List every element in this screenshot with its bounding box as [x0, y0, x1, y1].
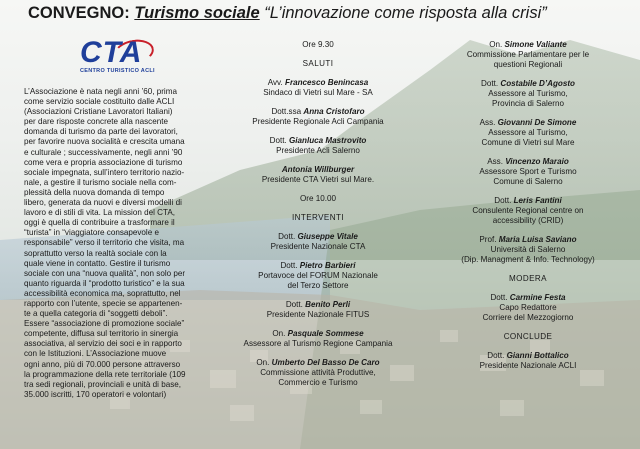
speaker-name-line	[428, 293, 628, 303]
speaker-entry	[428, 351, 628, 371]
speaker-name-line	[218, 329, 418, 339]
speaker-title: Ass.	[487, 157, 506, 166]
speaker-title: Dott.	[280, 261, 300, 270]
speaker-name: Francesco Benincasa	[285, 78, 369, 87]
speaker-name: Leris Fantini	[513, 196, 562, 205]
description-line: nale, a gestire il turismo sociale nella com-	[24, 177, 177, 187]
speaker-name-line	[218, 300, 418, 310]
speaker-name: Carmine Festa	[509, 293, 566, 302]
speaker-entry	[428, 196, 628, 226]
speaker-role: Consulente Regional centre on	[472, 206, 584, 215]
speaker-role: accessibility (CRID)	[492, 216, 564, 225]
speaker-name: Pasquale Sommese	[287, 329, 364, 338]
description-line: “turista” in “viaggiatore consapevole e	[24, 228, 159, 238]
program-column-middle	[218, 40, 418, 397]
speaker-name: Simone Valiante	[504, 40, 567, 49]
time-text: Ore 9.30	[302, 40, 334, 49]
title-convegno: CONVEGNO:	[28, 4, 135, 22]
speaker-title: Dott.	[494, 196, 514, 205]
speaker-entry	[218, 329, 418, 349]
description-line: plessità della nuova domanda di tempo	[24, 187, 165, 197]
speaker-role: Sindaco di Vietri sul Mare - SA	[263, 88, 373, 97]
description-line: tra sedi regionali, provinciali e unità di base,	[24, 379, 182, 389]
speaker-name-line	[218, 261, 418, 271]
speaker-title: Dott.	[269, 136, 289, 145]
logo-text: CTA	[80, 36, 143, 69]
speaker-entry	[218, 107, 418, 127]
section-heading: CONCLUDE	[503, 332, 553, 341]
section-heading: INTERVENTI	[292, 213, 344, 222]
speaker-name-line	[428, 157, 628, 167]
description-line: domanda di turismo da parte dei lavoratori,	[24, 127, 178, 137]
speaker-title: Dott.	[490, 293, 510, 302]
description-line: competente, diffusa sul territorio in sinergia	[24, 329, 179, 339]
description-line: te a quella categoria di “soggetti deboli”.	[24, 309, 168, 319]
title-subtitle: “L’innovazione come risposta alla crisi”	[259, 4, 547, 22]
speaker-name-line	[218, 358, 418, 368]
description-line: ogni anno, più di 70.000 persone attraverso	[24, 359, 181, 369]
speaker-role: Assessore al Turismo,	[488, 128, 568, 137]
description-line: quanto riguarda il “prodotto turistico” e la sua	[24, 278, 185, 288]
description-line: rapporto con l’utente, specie se appartenen-	[24, 298, 183, 308]
speaker-role: Presidente Nazionale FITUS	[266, 310, 370, 319]
speaker-role: Presidente CTA Vietri sul Mare.	[261, 175, 375, 184]
speaker-role: Capo Redattore	[499, 303, 557, 312]
speaker-role: Presidente Acli Salerno	[276, 146, 360, 155]
speaker-entry	[428, 235, 628, 265]
speaker-title: Avv.	[267, 78, 285, 87]
description-line: L’Associazione è nata negli anni ’60, prima	[24, 87, 177, 96]
speaker-title: Prof.	[479, 235, 499, 244]
speaker-title: Ass.	[479, 118, 498, 127]
speaker-entry	[218, 261, 418, 291]
speaker-entry	[218, 165, 418, 185]
speaker-name-line	[218, 107, 418, 117]
section-heading: MODERA	[509, 274, 547, 283]
description-line: la programmazione della rete territoriale (109	[24, 369, 186, 379]
speaker-title: On.	[489, 40, 505, 49]
speaker-role: Università di Salerno	[490, 245, 566, 254]
speaker-name-line	[428, 351, 628, 361]
speaker-name: Gianluca Mastrovito	[288, 136, 367, 145]
description-line: Essere “associazione di promozione sociale”	[24, 319, 185, 329]
speaker-name-line	[428, 118, 628, 128]
description-line: sociale impegnata, sull’intero territorio nazio-	[24, 167, 185, 177]
speaker-name: Pietro Barbieri	[299, 261, 356, 270]
description-line: oggi è quella di contribuire a trasformare il	[24, 218, 175, 228]
speaker-entry	[428, 118, 628, 148]
speaker-name: Anna Cristofaro	[303, 107, 365, 116]
time-slot	[218, 40, 418, 50]
speaker-name-line	[428, 40, 628, 50]
speaker-entry	[428, 40, 628, 70]
description-line: soprattutto verso la realtà sociale con la	[24, 248, 167, 258]
description-line: e culturale ; successivamente, negli anni ’90	[24, 147, 183, 157]
speaker-role: Corriere del Mezzogiorno	[482, 313, 574, 322]
speaker-title: On.	[272, 329, 288, 338]
speaker-entry	[218, 358, 418, 388]
speaker-name-line	[428, 196, 628, 206]
speaker-role: Portavoce del FORUM Nazionale	[258, 271, 378, 280]
speaker-role: Comune di Vietri sul Mare	[481, 138, 575, 147]
speaker-name: Vincenzo Maraio	[505, 157, 569, 166]
description-line: associativa, al servizio dei soci e in rapporto	[24, 339, 182, 349]
speaker-role: Assessore Sport e Turismo	[479, 167, 577, 176]
speaker-name-line	[428, 235, 628, 245]
speaker-role: Assessore al Turismo Regione Campania	[243, 339, 393, 348]
speaker-name: Antonia Willburger	[281, 165, 355, 174]
description-line: come vera e propria associazione di turismo	[24, 157, 183, 167]
speaker-role: Comune di Salerno	[493, 177, 563, 186]
description-line: libero, generata da nuovi e diversi modelli di	[24, 198, 182, 208]
title-turismo-sociale: Turismo sociale	[134, 4, 260, 22]
speaker-role: Provincia di Salerno	[492, 99, 564, 108]
speaker-role: Presidente Nazionale CTA	[270, 242, 366, 251]
speaker-role: questioni Regionali	[493, 60, 563, 69]
speaker-entry	[218, 136, 418, 156]
speaker-name-line	[218, 232, 418, 242]
speaker-role: Commissione attività Produttive,	[260, 368, 376, 377]
speaker-title: Dott.	[481, 79, 501, 88]
speaker-entry	[218, 300, 418, 320]
description-line: per favorire nuova socialità e crescita umana	[24, 137, 185, 147]
time-slot	[218, 194, 418, 204]
description-line: con le Istituzioni. L’Associazione muove	[24, 349, 167, 359]
speaker-name: Gianni Bottalico	[506, 351, 569, 360]
speaker-role: Assessore al Turismo,	[488, 89, 568, 98]
speaker-entry	[428, 157, 628, 187]
speaker-title: Dott.	[278, 232, 298, 241]
description-line: sociale con una “nuova qualità”, non solo per	[24, 268, 186, 278]
speaker-role: del Terzo Settore	[287, 281, 349, 290]
speaker-name: Benito Perli	[305, 300, 351, 309]
logo-subtitle: CENTRO TURISTICO ACLI	[80, 68, 155, 74]
section-heading: SALUTI	[302, 59, 334, 68]
description-line: responsabile” verso il territorio che visita, ma	[24, 238, 185, 248]
speaker-name-line	[218, 136, 418, 146]
speaker-title: Dott.	[487, 351, 507, 360]
speaker-entry	[428, 293, 628, 323]
speaker-name-line	[218, 165, 418, 175]
program-column-right	[428, 40, 628, 380]
description-line: lavoro e di stili di vita. La mission del CTA,	[24, 208, 175, 218]
time-text: Ore 10.00	[300, 194, 336, 203]
speaker-title: Dott.	[285, 300, 306, 309]
description-line: (Associazioni Cristiane Lavoratori Italiani)	[24, 107, 173, 117]
speaker-name-line	[218, 78, 418, 88]
association-description	[24, 87, 202, 400]
description-line: 35.000 iscritti, 170 operatori e volontari)	[24, 389, 167, 399]
speaker-name: Umberto Del Basso De Caro	[271, 358, 380, 367]
speaker-entry	[218, 78, 418, 98]
speaker-name: Giuseppe Vitale	[297, 232, 358, 241]
speaker-name: Costabile D’Agosto	[500, 79, 575, 88]
speaker-name-line	[428, 79, 628, 89]
description-line: per dare risposte concrete alla nascente	[24, 117, 168, 127]
speaker-title: On.	[256, 358, 272, 367]
cta-logo	[80, 36, 155, 82]
speaker-name: Giovanni De Simone	[497, 118, 577, 127]
page-title	[28, 4, 628, 23]
speaker-role: Commissione Parlamentare per le	[466, 50, 590, 59]
description-line: quale viene in contatto. Gestire il turismo	[24, 258, 171, 268]
description-line: accessibilità economica ma, soprattutto, nel	[24, 288, 181, 298]
speaker-name: Maria Luisa Saviano	[498, 235, 577, 244]
speaker-role: Presidente Nazionale ACLI	[479, 361, 577, 370]
speaker-role: (Dip. Managment & Info. Technology)	[461, 255, 595, 264]
speaker-title: Dott.ssa	[271, 107, 304, 116]
speaker-role: Commercio e Turismo	[278, 378, 358, 387]
description-line: come servizio sociale costituito dalle ACLI	[24, 97, 175, 107]
speaker-entry	[428, 79, 628, 109]
speaker-role: Presidente Regionale Acli Campania	[252, 117, 384, 126]
speaker-entry	[218, 232, 418, 252]
